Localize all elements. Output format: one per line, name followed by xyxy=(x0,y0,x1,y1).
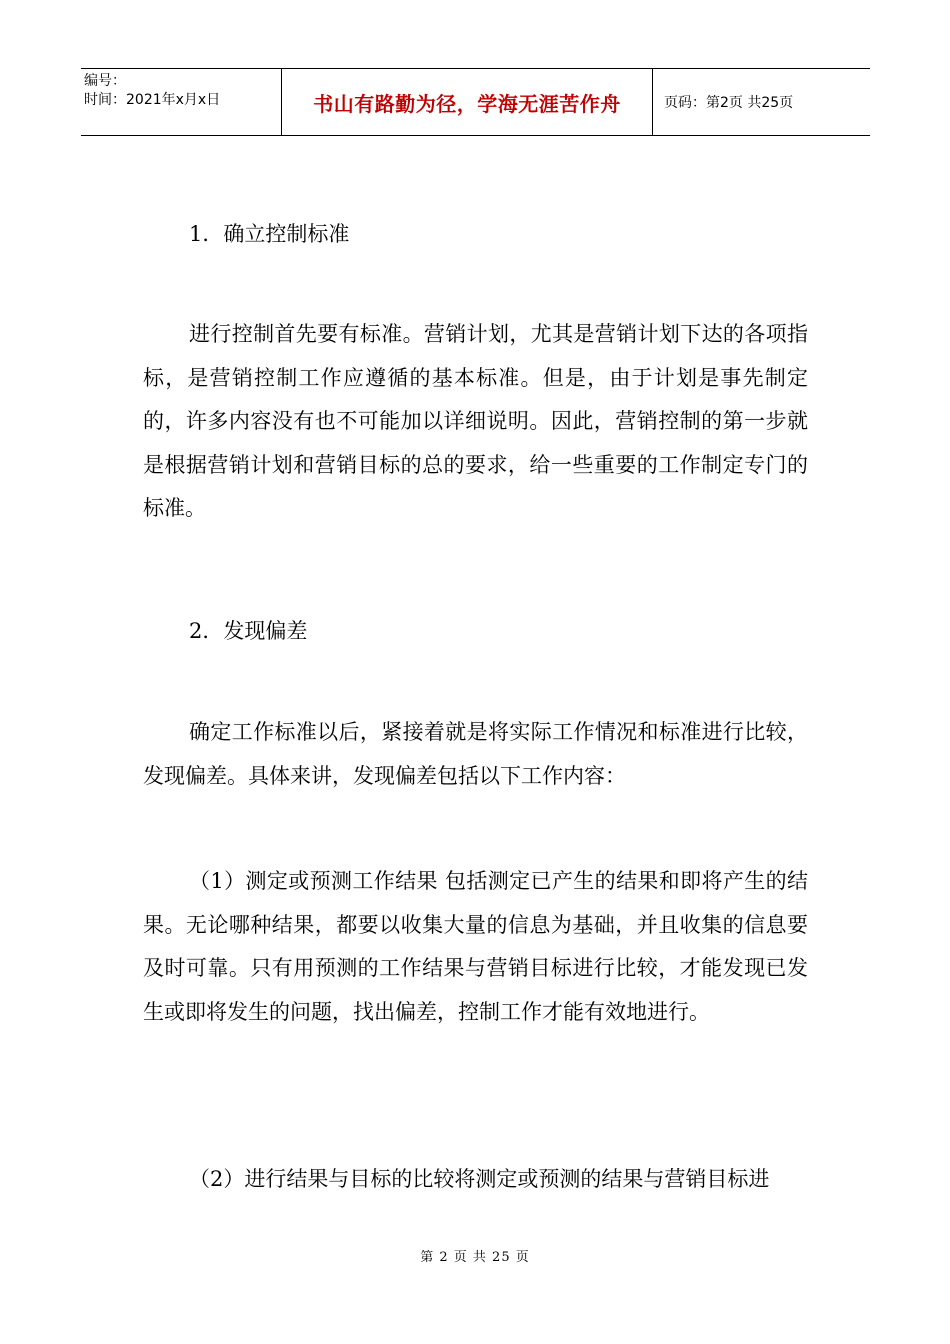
paragraph-compare-results: （2）进行结果与目标的比较将测定或预测的结果与营销目标进 xyxy=(189,1167,770,1191)
document-header xyxy=(81,68,870,136)
header-page-cell xyxy=(653,69,870,135)
header-page-label: 页码：第2页 共25页 xyxy=(664,95,794,111)
section-heading-1: 1．确立控制标准 xyxy=(189,222,350,246)
paragraph-standards: 进行控制首先要有标准。营销计划，尤其是营销计划下达的各项指标，是营销控制工作应遵循的基本标准。但是，由于计划是事先制定的，许多内容没有也不可能加以详细说明。因此，营销控制的第一步就是根据营销计划和营销目标的总的要求，给一些重要的工作制定专门的标准。 xyxy=(143,322,808,520)
page-footer xyxy=(0,1246,950,1265)
paragraph-deviation: 确定工作标准以后，紧接着就是将实际工作情况和标准进行比较，发现偏差。具体来讲，发现偏差包括以下工作内容： xyxy=(143,720,808,788)
header-motto-cell xyxy=(281,69,653,135)
section-heading-2: 2．发现偏差 xyxy=(189,619,308,643)
document-number-label: 编号： xyxy=(84,73,126,89)
footer-page-number: 第 2 页 共 25 页 xyxy=(420,1250,530,1265)
header-motto: 书山有路勤为径，学海无涯苦作舟 xyxy=(313,91,621,116)
paragraph-measure-results: （1）测定或预测工作结果 包括测定已产生的结果和即将产生的结果。无论哪种结果，都要以收集大量的信息为基础，并且收集的信息要及时可靠。只有用预测的工作结果与营销目标进行比较，才能发现已发生或即将发生的问题，找出偏差，控制工作才能有效地进行。 xyxy=(143,869,808,1024)
document-time-label: 时间：2021年x月x日 xyxy=(84,92,221,108)
header-meta xyxy=(81,69,281,135)
